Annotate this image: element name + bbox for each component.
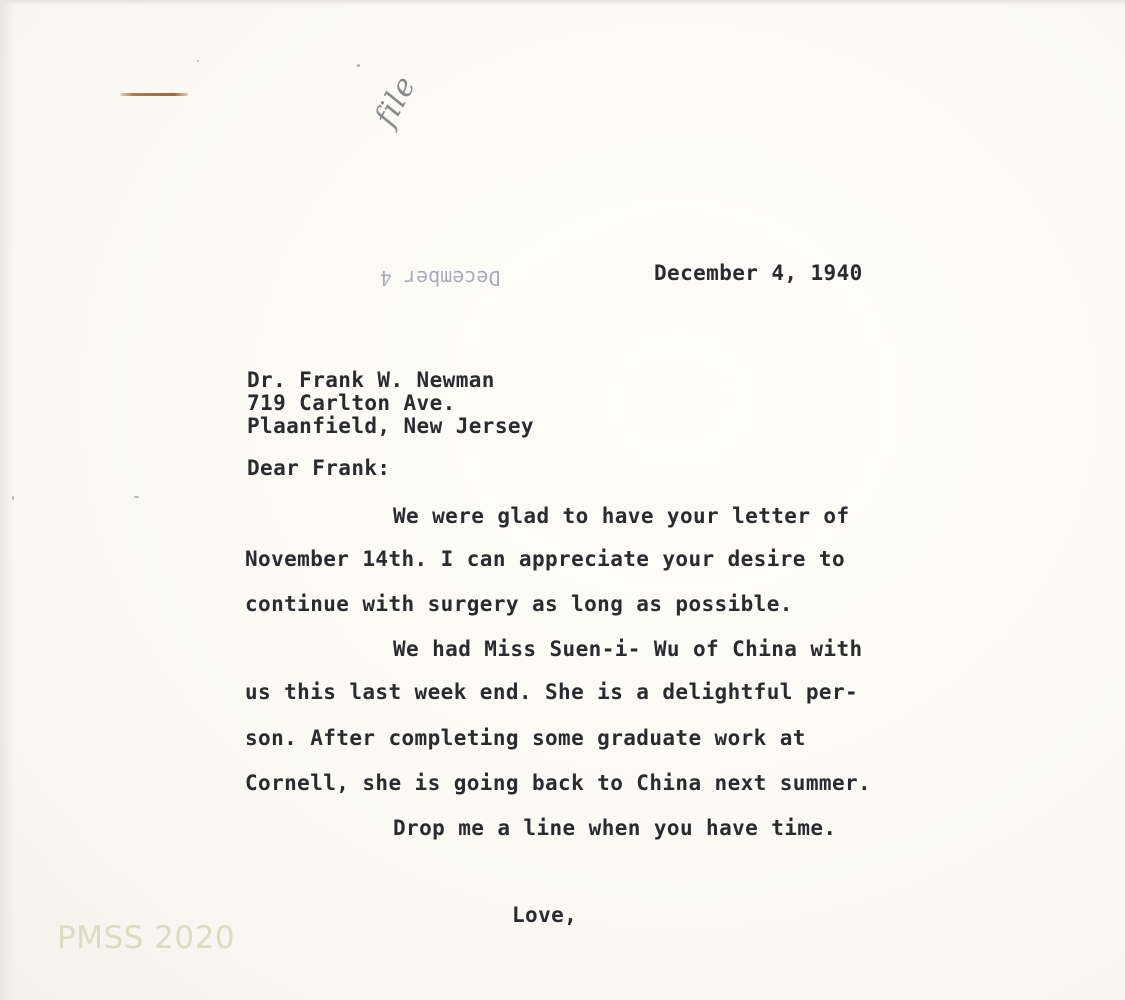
body-line: son. After completing some graduate work at xyxy=(245,726,806,750)
recipient-name: Dr. Frank W. Newman xyxy=(247,368,495,392)
paper-speck xyxy=(134,496,139,498)
closing: Love, xyxy=(512,903,578,927)
recipient-street: 719 Carlton Ave. xyxy=(247,391,456,415)
body-line: us this last week end. She is a delightful per- xyxy=(245,680,859,704)
staple-mark xyxy=(120,93,188,96)
paper-speck xyxy=(357,64,360,67)
salutation: Dear Frank: xyxy=(247,456,391,480)
offset-ghost-text: December 4 xyxy=(380,266,501,290)
paper-speck xyxy=(197,60,199,62)
paper-edge-top xyxy=(0,0,1125,6)
body-line: Cornell, she is going back to China next summer. xyxy=(245,771,872,795)
handwritten-file-note: file xyxy=(368,70,424,133)
paper-speck xyxy=(12,496,14,500)
body-line: We had Miss Suen-i- Wu of China with xyxy=(393,637,863,661)
body-line: We were glad to have your letter of xyxy=(393,504,850,528)
body-line: November 14th. I can appreciate your desire to xyxy=(245,547,845,571)
recipient-city: Plaanfield, New Jersey xyxy=(247,414,534,438)
body-line: Drop me a line when you have time. xyxy=(393,816,837,840)
paper-edge-left xyxy=(0,0,14,1000)
letter-date: December 4, 1940 xyxy=(654,261,863,285)
body-line: continue with surgery as long as possible. xyxy=(245,592,793,616)
watermark: PMSS 2020 xyxy=(57,920,236,956)
